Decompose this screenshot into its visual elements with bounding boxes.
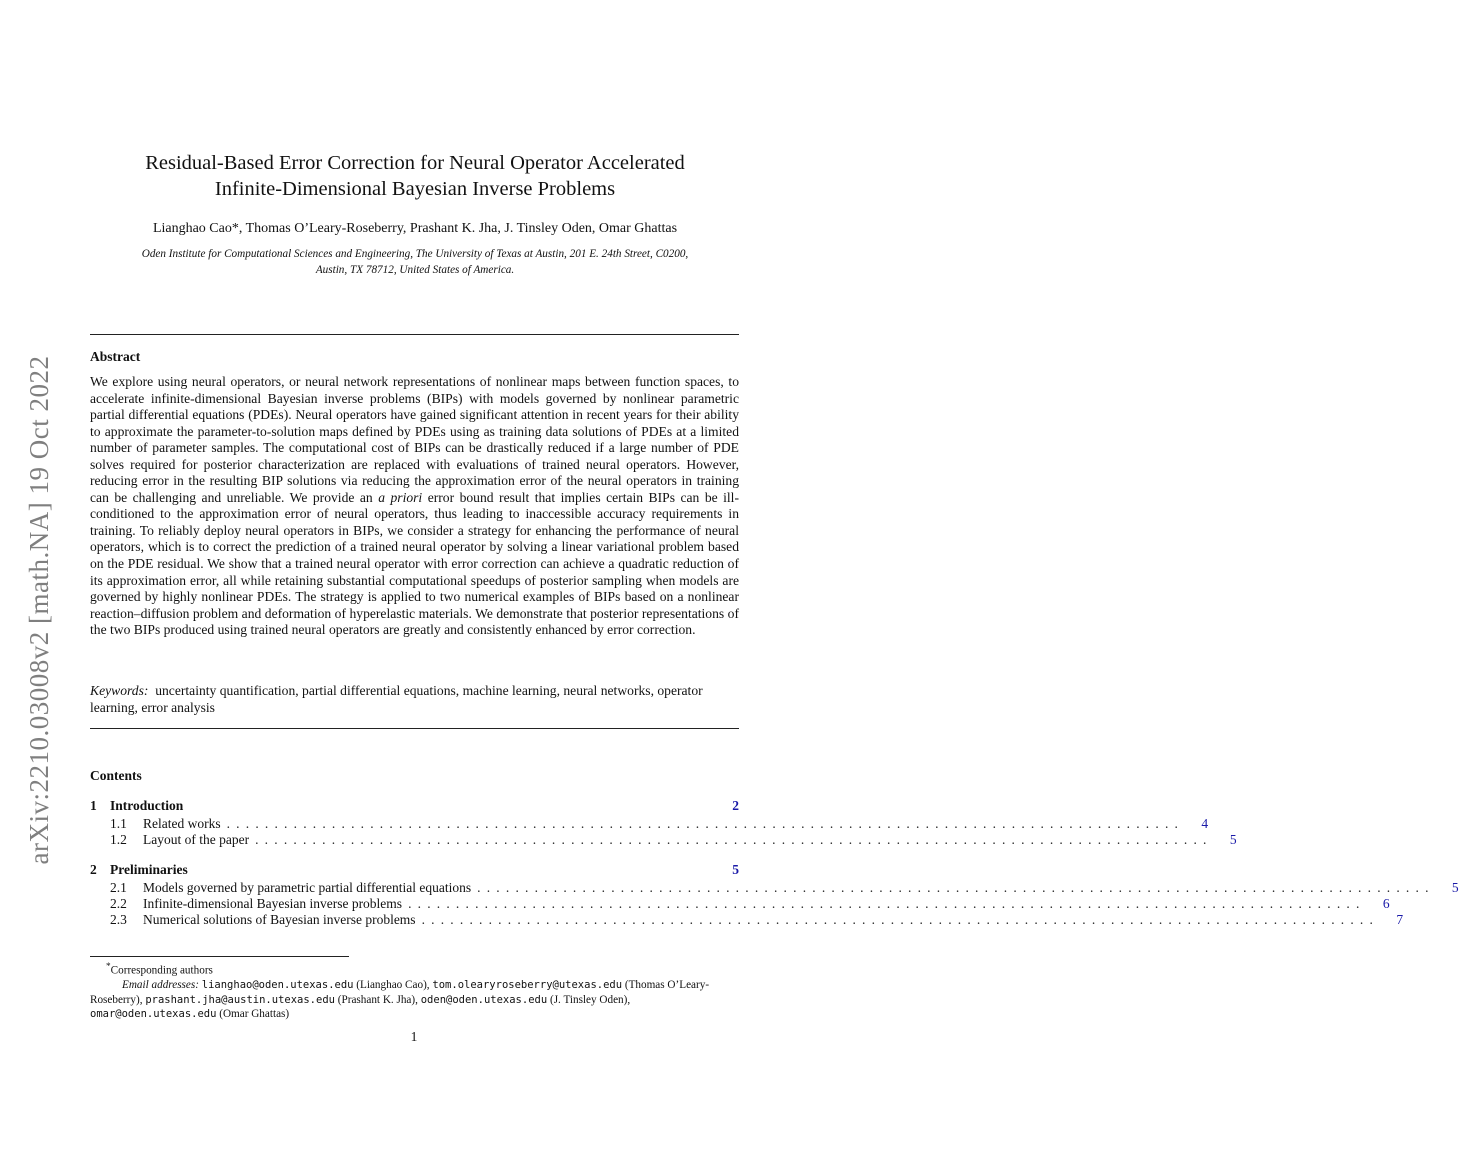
toc-number: 2.3 xyxy=(110,912,127,927)
toc-page-link[interactable]: 4 xyxy=(1201,816,1209,831)
contents-heading: Contents xyxy=(90,768,142,783)
toc-page-link[interactable]: 5 xyxy=(732,862,739,877)
toc-subsection-2-1[interactable] xyxy=(110,880,1459,896)
abstract-bottom-rule xyxy=(90,728,739,729)
email-owner: (Thomas O’Leary-Roseberry), xyxy=(90,979,710,1006)
toc-leader-dots: .................................................................................................... xyxy=(408,896,1366,911)
keywords-label: Keywords: xyxy=(90,683,149,698)
footnote-corresponding xyxy=(90,960,739,978)
toc-number: 1.1 xyxy=(110,816,127,831)
footnote xyxy=(90,960,739,1022)
email-owner: (Omar Ghattas) xyxy=(216,1008,290,1021)
toc-leader-dots: .................................................................................................... xyxy=(255,832,1213,847)
email-link[interactable]: tom.olearyroseberry@utexas.edu xyxy=(432,979,623,992)
abstract-heading: Abstract xyxy=(90,349,141,364)
footnote-marker: * xyxy=(106,962,111,972)
email-link[interactable]: oden@oden.utexas.edu xyxy=(420,993,548,1006)
toc-page-link[interactable]: 2 xyxy=(732,798,739,813)
toc-page-link[interactable]: 6 xyxy=(1382,896,1390,911)
toc-number: 2.2 xyxy=(110,896,127,911)
abstract-text-part-2: error bound result that implies certain BIPs can be ill-conditioned to the approximation error of neural operators, thus leading to inaccessible accuracy requirements in training. To reliably deploy neural operators in BIPs, we consider a strategy for enhancing the performance of neural operators, which is to correct the prediction of a trained neural operator by solving a linear variational problem based on the PDE residual. We show that a trained neural operator with error correction can achieve a quadratic reduction of its approximation error, all while retaining substantial computational speedups of posterior sampling when models are governed by highly nonlinear PDEs. The strategy is applied to two numerical examples of BIPs based on a nonlinear reaction–diffusion problem and deformation of hyperelastic materials. We demonstrate that posterior representations of the two BIPs produced using trained neural operators are greatly and consistently enhanced by error correction. xyxy=(90,489,739,638)
email-owner: (J. Tinsley Oden), xyxy=(547,993,631,1006)
title-line-2: Infinite-Dimensional Bayesian Inverse Problems xyxy=(214,178,616,200)
email-link[interactable]: lianghao@oden.utexas.edu xyxy=(201,979,354,992)
email-label: Email addresses: xyxy=(122,979,199,992)
toc-number: 1 xyxy=(90,798,97,813)
toc-subsection-1-2[interactable] xyxy=(110,832,1237,848)
toc-subsection-2-2[interactable] xyxy=(110,896,1390,912)
abstract-body xyxy=(90,374,739,639)
email-link[interactable]: prashant.jha@austin.utexas.edu xyxy=(145,993,335,1006)
paper-title xyxy=(90,150,740,202)
toc-page-link[interactable]: 5 xyxy=(1451,880,1459,895)
toc-number: 1.2 xyxy=(110,832,127,847)
footnote-rule xyxy=(90,956,349,957)
toc-title: Models governed by parametric partial differential equations xyxy=(143,880,472,895)
toc-title: Preliminaries xyxy=(110,862,188,877)
toc-page-link[interactable]: 5 xyxy=(1229,832,1237,847)
arxiv-identifier-stamp: arXiv:2210.03008v2 [math.NA] 19 Oct 2022 xyxy=(24,355,54,865)
toc-number: 2.1 xyxy=(110,880,127,895)
abstract-top-rule xyxy=(90,334,739,335)
toc-title: Layout of the paper xyxy=(143,832,250,847)
footnote-corresponding-text: Corresponding authors xyxy=(110,964,213,977)
toc-title: Introduction xyxy=(110,798,184,813)
abstract-text-part-1: We explore using neural operators, or neural network representations of nonlinear maps between function spaces, to accelerate infinite-dimensional Bayesian inverse problems (BIPs) with models governed by nonlinear parametric partial differential equations (PDEs). Neural operators have gained significant attention in recent years for their ability to approximate the parameter-to-solution maps defined by PDEs using as training data solutions of PDEs at a limited number of parameter samples. The computational cost of BIPs can be drastically reduced if a large number of PDE solves required for posterior characterization are replaced with evaluations of trained neural operators. However, reducing error in the resulting BIP solutions via reducing the approximation error of the neural operators in training can be challenging and unreliable. We provide an xyxy=(90,374,739,505)
toc-leader-dots: .................................................................................................... xyxy=(477,880,1435,895)
toc-subsection-2-3[interactable] xyxy=(110,912,1404,928)
email-owner: (Prashant K. Jha), xyxy=(334,993,421,1006)
title-line-1: Residual-Based Error Correction for Neural Operator Accelerated xyxy=(145,152,685,174)
abstract-italic-phrase: a priori xyxy=(378,489,423,505)
affiliation xyxy=(90,246,740,278)
toc-leader-dots: .................................................................................................... xyxy=(421,912,1380,927)
email-link[interactable]: omar@oden.utexas.edu xyxy=(90,1008,217,1021)
author-list: Lianghao Cao*, Thomas O’Leary-Roseberry, Prashant K. Jha, J. Tinsley Oden, Omar Ghattas xyxy=(152,221,678,236)
page-number: 1 xyxy=(410,1029,418,1044)
footnote-emails xyxy=(90,978,739,1022)
keywords xyxy=(90,683,739,716)
email-owner: (Lianghao Cao), xyxy=(353,979,433,992)
toc-subsection-1-1[interactable] xyxy=(110,816,1209,832)
toc-title: Related works xyxy=(143,816,221,831)
toc-page-link[interactable]: 7 xyxy=(1396,912,1404,927)
affiliation-line-1: Oden Institute for Computational Sciences and Engineering, The University of Texas at Austin, 201 E. 24th Street, C0200, xyxy=(141,248,689,260)
toc-title: Infinite-dimensional Bayesian inverse problems xyxy=(143,896,403,911)
affiliation-line-2: Austin, TX 78712, United States of America. xyxy=(315,264,515,276)
keywords-text: uncertainty quantification, partial differential equations, machine learning, neural networks, operator learning, error analysis xyxy=(90,683,703,715)
toc-title: Numerical solutions of Bayesian inverse problems xyxy=(143,912,416,927)
toc-leader-dots: .................................................................................................... xyxy=(226,816,1185,831)
toc-number: 2 xyxy=(90,862,97,877)
